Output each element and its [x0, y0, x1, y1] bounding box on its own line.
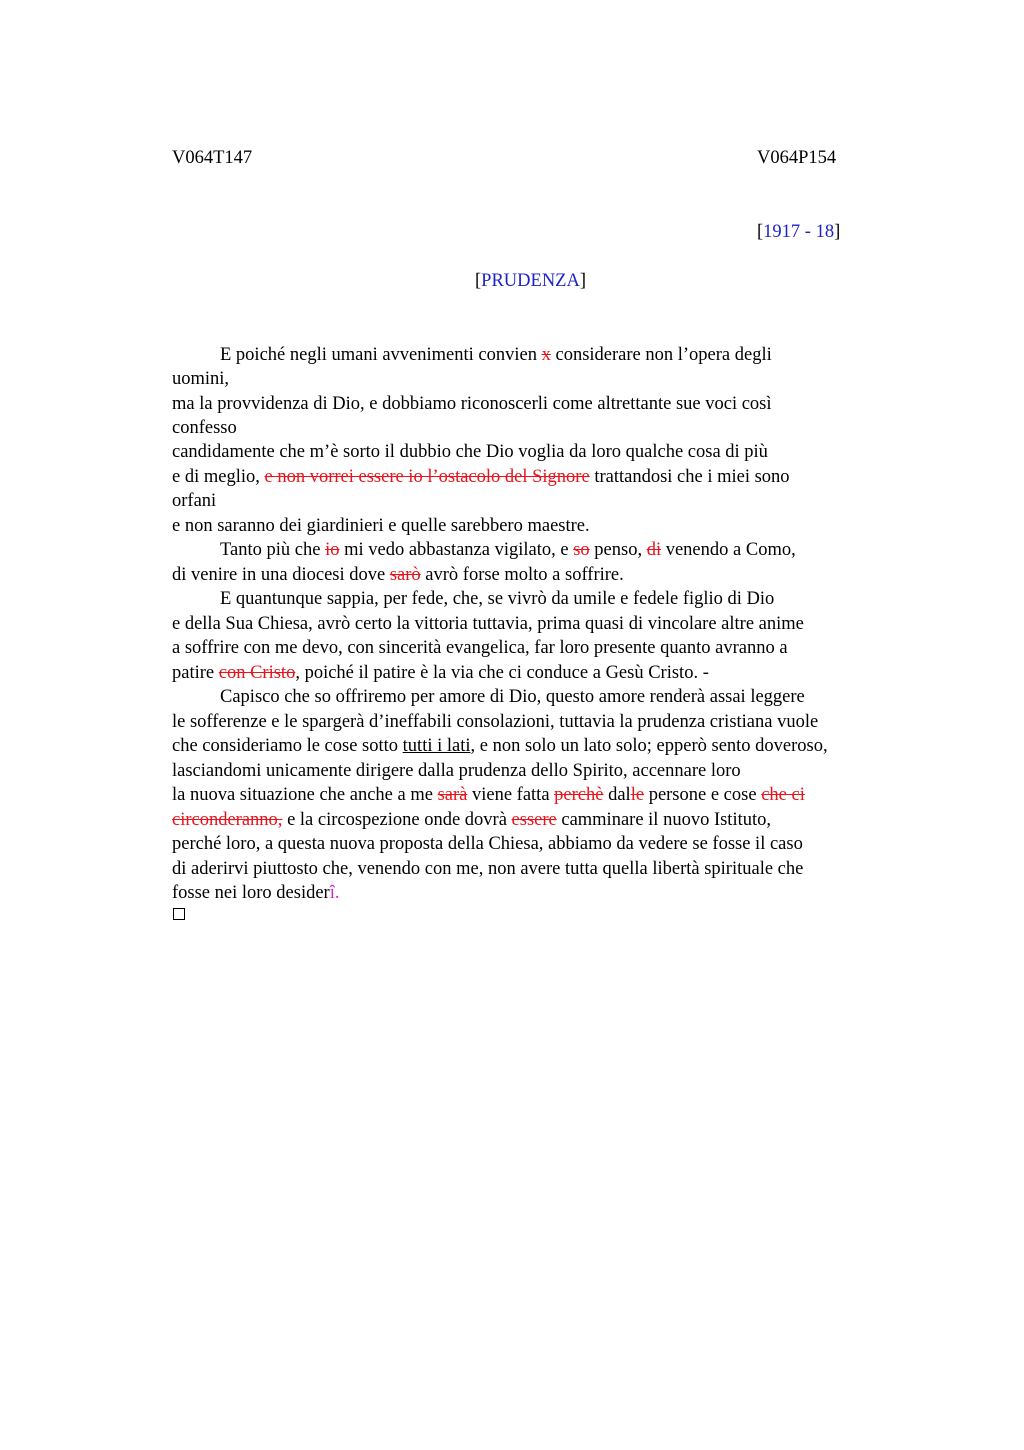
- text-line: patire con Cristo, poiché il patire è la via che ci conduce a Gesù Cristo. -: [172, 663, 709, 683]
- text-line: di venire in una diocesi dove sarò avrò forse molto a soffrire.: [172, 565, 624, 585]
- text-line: Capisco che so offriremo per amore di Dio, questo amore renderà assai leggere: [220, 687, 805, 707]
- deleted-text: le: [630, 785, 645, 805]
- deleted-text: so: [573, 540, 590, 560]
- date-annotation: [1917 - 18]: [757, 222, 841, 242]
- text-line: uomini,: [172, 369, 230, 389]
- inserted-text: î.: [329, 883, 340, 903]
- text-line: confesso: [172, 418, 237, 438]
- underlined-text: tutti i lati: [402, 736, 471, 756]
- document-code-right: V064P154: [757, 148, 837, 168]
- text-line: lasciandomi unicamente dirigere dalla prudenza dello Spirito, accennare loro: [172, 761, 741, 781]
- deleted-text: che ci: [761, 785, 805, 805]
- text-line: e di meglio, e non vorrei essere io l’ostacolo del Signore trattandosi che i miei sono: [172, 467, 790, 487]
- deleted-text: perchè: [554, 785, 604, 805]
- deleted-text: x: [541, 345, 551, 365]
- text-line: candidamente che m’è sorto il dubbio che Dio voglia da loro qualche cosa di più: [172, 442, 768, 462]
- deleted-text: e non vorrei essere io l’ostacolo del Signore: [264, 467, 590, 487]
- text-line: fosse nei loro desiderî.: [172, 883, 340, 903]
- deleted-text: circonderanno,: [172, 810, 283, 830]
- text-line: circonderanno, e la circospezione onde dovrà essere camminare il nuovo Istituto,: [172, 810, 771, 830]
- text-line: a soffrire con me devo, con sincerità evangelica, far loro presente quanto avranno a: [172, 638, 788, 658]
- section-title-text: PRUDENZA: [481, 271, 580, 291]
- deleted-text: io: [325, 540, 340, 560]
- text-line: che consideriamo le cose sotto tutti i lati, e non solo un lato solo; epperò sento doveroso,: [172, 736, 828, 756]
- section-title: [PRUDENZA]: [475, 271, 587, 291]
- text-line: orfani: [172, 491, 217, 511]
- text-line: la nuova situazione che anche a me sarà viene fatta perchè dalle persone e cose che ci: [172, 785, 805, 805]
- deleted-text: sarò: [389, 565, 421, 585]
- text-line: E poiché negli umani avvenimenti convien x considerare non l’opera degli: [220, 345, 772, 365]
- text-line: le sofferenze e le spargerà d’ineffabili consolazioni, tuttavia la prudenza cristiana vuole: [172, 712, 819, 732]
- deleted-text: sarà: [437, 785, 468, 805]
- text-line: perché loro, a questa nuova proposta della Chiesa, abbiamo da vedere se fosse il caso: [172, 834, 803, 854]
- text-line: Tanto più che io mi vedo abbastanza vigilato, e so penso, di venendo a Como,: [220, 540, 796, 560]
- deleted-text: di: [646, 540, 662, 560]
- deleted-text: con Cristo: [218, 663, 296, 683]
- text-line: E quantunque sappia, per fede, che, se vivrò da umile e fedele figlio di Dio: [220, 589, 775, 609]
- document-code-left: V064T147: [172, 148, 253, 168]
- end-square-icon: [173, 908, 185, 920]
- text-line: e non saranno dei giardinieri e quelle sarebbero maestre.: [172, 516, 590, 536]
- date-value: 1917 - 18: [763, 222, 835, 242]
- text-line: di aderirvi piuttosto che, venendo con me, non avere tutta quella libertà spirituale che: [172, 859, 804, 879]
- deleted-text: essere: [511, 810, 557, 830]
- text-line: e della Sua Chiesa, avrò certo la vittoria tuttavia, prima quasi di vincolare altre anime: [172, 614, 804, 634]
- text-line: ma la provvidenza di Dio, e dobbiamo riconoscerli come altrettante sue voci così: [172, 394, 772, 414]
